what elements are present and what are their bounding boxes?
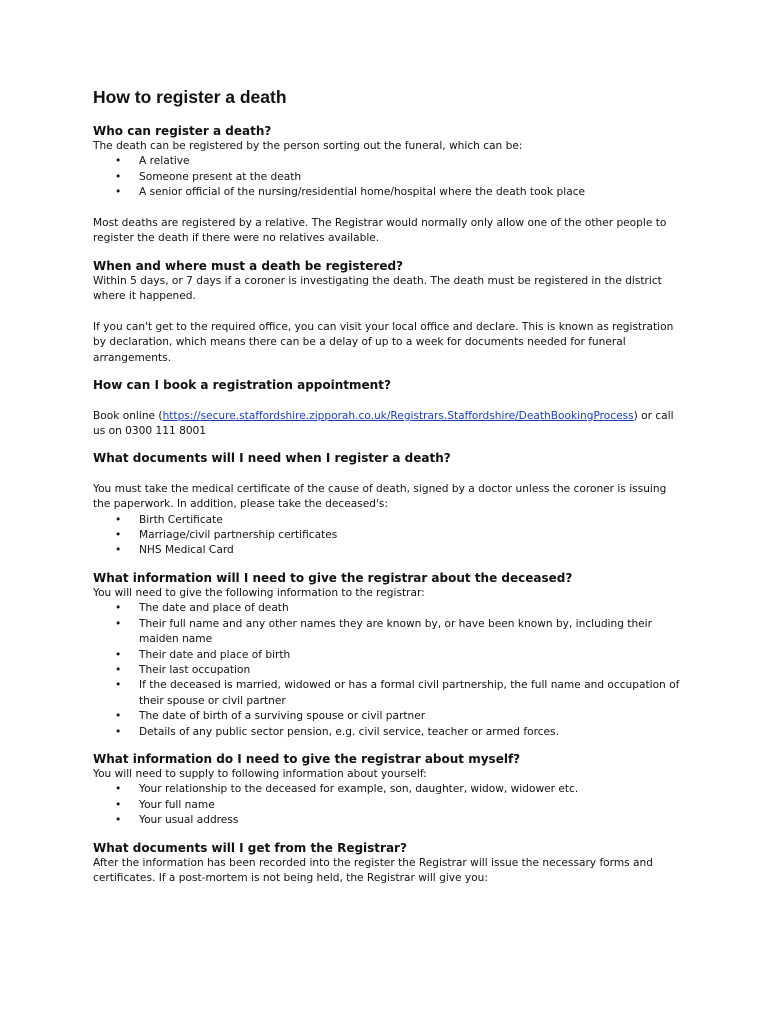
booking-link[interactable]: https://secure.staffordshire.zipporah.co.uk/Registrars.Staffordshire/DeathBookingProcess <box>162 409 634 422</box>
myself-intro: You will need to supply to following information about yourself: <box>93 767 427 780</box>
list-item: • A relative <box>93 154 683 169</box>
page-title: How to register a death <box>93 87 287 107</box>
list-item: • Your full name <box>93 798 683 813</box>
who-intro: The death can be registered by the person sorting out the funeral, which can be: <box>93 140 523 152</box>
list-item: • Someone present at the death <box>93 170 683 185</box>
list-item: • Details of any public sector pension, e.g. civil service, teacher or armed forces. <box>93 725 683 740</box>
list-item: • NHS Medical Card <box>93 543 683 558</box>
book-pre: Book online ( <box>93 409 163 422</box>
deceased-intro: You will need to give the following information to the registrar: <box>93 586 425 599</box>
list-item: • The date of birth of a surviving spouse or civil partner <box>93 709 683 724</box>
registrar-docs-para: After the information has been recorded into the register the Registrar will issue the necessary forms and certificates. If a post-mortem is not being held, the Registrar will give you: <box>93 856 653 884</box>
section-heading-documents: What documents will I need when I register a death? <box>93 451 451 466</box>
section-heading-deceased-info: What information will I need to give the registrar about the deceased? <box>93 570 573 585</box>
list-item: • Marriage/civil partnership certificates <box>93 528 683 543</box>
list-item: • Their date and place of birth <box>93 648 683 663</box>
who-para: Most deaths are registered by a relative. The Registrar would normally only allow one of the other people to register the death if there were no relatives available. <box>93 217 667 245</box>
section-heading-myself: What information do I need to give the registrar about myself? <box>93 751 521 766</box>
book-post: ) or call us on 0300 111 8001 <box>93 409 674 438</box>
who-list <box>93 154 683 200</box>
list-item: • Your relationship to the deceased for example, son, daughter, widow, widower etc. <box>93 782 683 797</box>
list-item: • Birth Certificate <box>93 513 683 528</box>
book-para <box>93 409 683 440</box>
section-heading-who: Who can register a death? <box>93 124 272 138</box>
section-heading-registrar-docs: What documents will I get from the Registrar? <box>93 840 407 855</box>
when-para-1: Within 5 days, or 7 days if a coroner is investigating the death. The death must be registered in the district where it happened. <box>93 274 662 303</box>
section-heading-when: When and where must a death be registered? <box>93 258 404 273</box>
list-item: • A senior official of the nursing/residential home/hospital where the death took place <box>93 185 683 200</box>
list-item: • If the deceased is married, widowed or has a formal civil partnership, the full name and occupation of their spouse or civil partner <box>93 678 683 709</box>
list-item: • Your usual address <box>93 813 683 828</box>
documents-list <box>93 513 683 559</box>
deceased-list <box>93 601 683 740</box>
documents-para: You must take the medical certificate of the cause of death, signed by a doctor unless the coroner is issuing the paperwork. In addition, please take the deceased's: <box>93 482 667 511</box>
document-page <box>93 86 683 886</box>
section-heading-book: How can I book a registration appointment? <box>93 378 391 393</box>
list-item: • The date and place of death <box>93 601 683 616</box>
list-item: • Their full name and any other names they are known by, or have been known by, including their maiden name <box>93 617 683 648</box>
myself-list <box>93 782 683 828</box>
when-para-2: If you can't get to the required office, you can visit your local office and declare. This is known as registration by declaration, which means there can be a delay of up to a week for documents needed for funeral arrangements. <box>93 321 674 364</box>
list-item: • Their last occupation <box>93 663 683 678</box>
